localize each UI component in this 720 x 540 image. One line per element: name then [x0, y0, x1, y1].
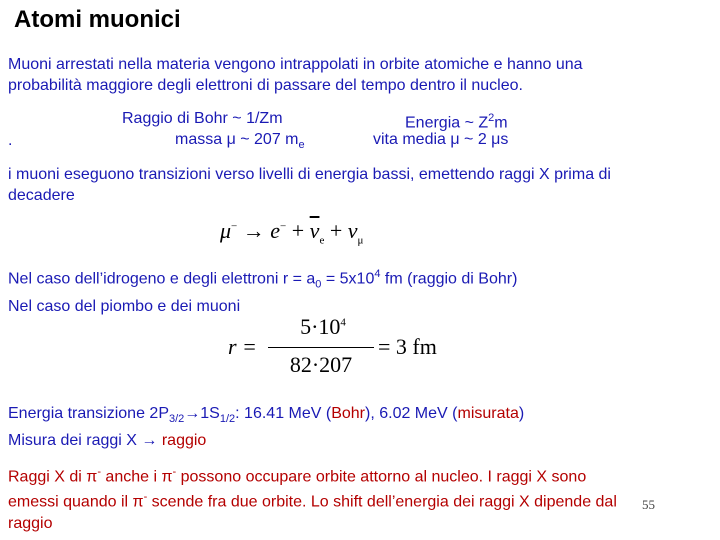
- energy-value-measured: ), 6.02 MeV (: [365, 405, 458, 422]
- plus-sign-2: +: [329, 218, 343, 243]
- pion-line-2-a: emessi quando il π: [8, 493, 144, 511]
- transitions-line-2: decadere: [8, 187, 75, 204]
- hydrogen-text: Nel caso dell’idrogeno e degli elettroni r = a: [8, 270, 316, 288]
- lead-line: Nel caso del piombo e dei muoni: [8, 297, 241, 315]
- level-1s: 1S: [200, 405, 220, 422]
- energy-line-end: ): [518, 405, 525, 422]
- muon-mass: [175, 129, 305, 156]
- intro-paragraph: [8, 54, 583, 96]
- electron-antineutrino: $\overline{\nu}$: [309, 218, 320, 243]
- intro-line-1: Muoni arrestati nella materia vengono intrappolati in orbite atomiche e hanno una: [8, 56, 583, 73]
- radius-numerator-exp: 4: [340, 316, 346, 329]
- pion-line-1-b: anche i π: [100, 468, 173, 486]
- measure-result: raggio: [157, 432, 207, 450]
- level-2p-sub: 3/2: [168, 413, 185, 426]
- energy-scaling-text: Energia ~ Z: [405, 114, 489, 132]
- measure-arrow: →: [141, 432, 158, 450]
- pion-line-2: [8, 487, 617, 512]
- pion-line-3: raggio: [8, 514, 53, 532]
- pion-charge-3: -: [143, 491, 148, 504]
- radius-numerator-text: 5·10: [300, 314, 341, 339]
- muon-mass-text: massa μ ~ 207 m: [175, 131, 299, 148]
- measured-label: misurata: [457, 405, 519, 422]
- transitions-paragraph: [8, 164, 611, 206]
- bohr-radius-unit: fm (raggio di Bohr): [380, 270, 518, 288]
- transition-arrow: →: [184, 405, 201, 422]
- muon-neutrino-sub: μ: [357, 234, 364, 247]
- pion-line-1-a: Raggi X di π: [8, 468, 98, 486]
- radius-rhs: = 3 fm: [378, 334, 437, 359]
- energy-scaling-sup: 2: [488, 112, 495, 124]
- radius-numerator: [280, 314, 366, 340]
- hydrogen-line: [8, 264, 517, 296]
- radius-lhs: r =: [228, 334, 257, 359]
- pion-line-1-c: possono occupare orbite attorno al nucleo. I raggi X sono: [176, 468, 587, 486]
- muon-mass-subscript: e: [298, 139, 305, 152]
- hydrogen-paragraph: [8, 264, 517, 317]
- electron-symbol: e: [270, 218, 281, 243]
- measure-line: [8, 430, 524, 451]
- bohr-radius-sub: 0: [315, 278, 322, 291]
- radius-equation: [228, 314, 437, 380]
- pion-line-1: [8, 462, 617, 487]
- bohr-radius-value: = 5x10: [321, 270, 375, 288]
- transitions-line-1: i muoni eseguono transizioni verso livelli di energia bassi, emettendo raggi X prima di: [8, 166, 611, 183]
- electron-charge: −: [280, 220, 287, 233]
- pion-line-2-b: scende fra due orbite. Lo shift dell’energia dei raggi X dipende dal: [147, 493, 617, 511]
- bohr-radius-exp: 4: [374, 268, 381, 280]
- fraction-bar: [268, 347, 374, 348]
- bohr-label: Bohr: [331, 405, 365, 422]
- energy-paragraph: [8, 403, 524, 451]
- radius-denominator: 82·207: [289, 352, 353, 377]
- slide-title: Atomi muonici: [14, 6, 181, 33]
- energy-scaling-suffix: m: [494, 114, 508, 132]
- muon-neutrino: ν: [347, 218, 358, 243]
- intro-line-2: probabilità maggiore degli elettroni di passare del tempo dentro il nucleo.: [8, 77, 523, 94]
- energy-transition-text: Energia transizione 2P: [8, 405, 169, 422]
- energy-value-bohr: : 16.41 MeV (: [235, 405, 332, 422]
- decay-equation: [220, 218, 363, 246]
- pion-charge-2: -: [172, 466, 177, 478]
- table-dot: .: [8, 132, 13, 149]
- electron-antineutrino-sub: e: [319, 234, 325, 247]
- pion-paragraph: [8, 462, 617, 534]
- measure-text: Misura dei raggi X: [8, 432, 142, 450]
- bohr-radius-scaling: Raggio di Bohr ~ 1/Zm: [122, 110, 283, 127]
- level-1s-sub: 1/2: [219, 413, 236, 426]
- muon-symbol: μ: [220, 218, 232, 243]
- slide-number: 55: [642, 497, 655, 512]
- energy-transition-line: [8, 403, 524, 430]
- plus-sign-1: +: [291, 218, 305, 243]
- decay-arrow: →: [242, 218, 265, 243]
- pion-charge-1: -: [97, 466, 101, 478]
- muon-charge: −: [231, 220, 238, 233]
- muon-lifetime: vita media μ ~ 2 μs: [373, 131, 509, 148]
